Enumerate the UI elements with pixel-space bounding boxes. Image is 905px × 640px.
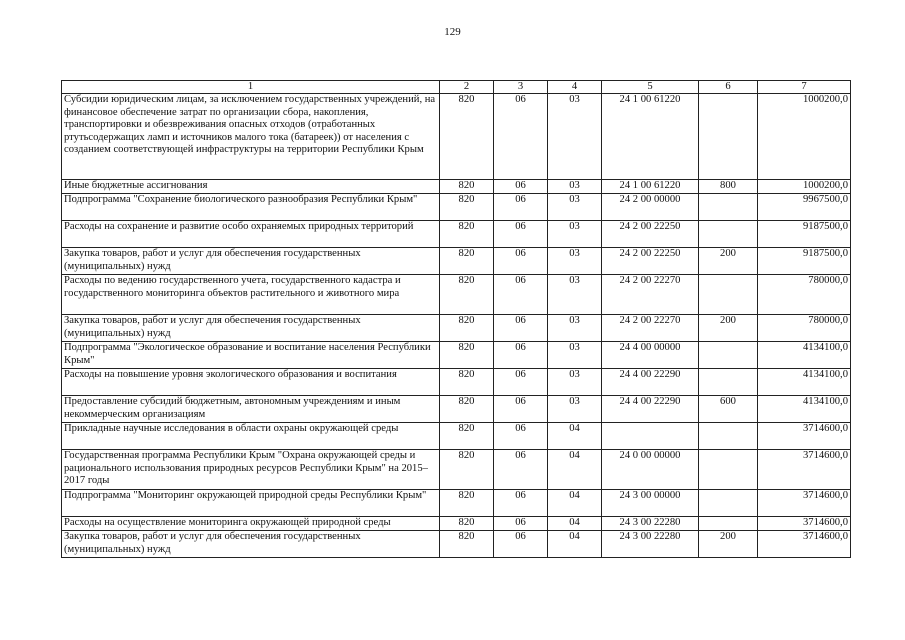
ministry-code-cell: 820 <box>440 315 494 342</box>
table-row <box>62 342 851 369</box>
ministry-code-cell: 820 <box>440 275 494 315</box>
amount-cell: 4134100,0 <box>758 342 851 369</box>
target-article-cell: 24 3 00 00000 <box>602 490 699 517</box>
column-header-5: 5 <box>602 81 699 94</box>
column-header-7: 7 <box>758 81 851 94</box>
section-code-cell: 06 <box>494 94 548 180</box>
subsection-code-cell: 04 <box>548 490 602 517</box>
expense-type-cell <box>699 94 758 180</box>
item-name-cell: Субсидии юридическим лицам, за исключением государственных учреждений, на финансовое обеспечение затрат по организации сбора, накопления, транспортировки и обезвреживания опасных отходов (отработанных ртутьсодержащих ламп и источников малого тока (батареек)) от населения с созданием соответствующей инфраструктуры на территории Республики Крым <box>62 94 440 180</box>
subsection-code-cell: 03 <box>548 396 602 423</box>
target-article-cell: 24 2 00 00000 <box>602 194 699 221</box>
section-code-cell: 06 <box>494 517 548 531</box>
table-row <box>62 423 851 450</box>
table-body <box>62 94 851 558</box>
amount-cell: 3714600,0 <box>758 423 851 450</box>
amount-cell: 9967500,0 <box>758 194 851 221</box>
item-name-cell: Подпрограмма "Мониторинг окружающей природной среды Республики Крым" <box>62 490 440 517</box>
table-row <box>62 221 851 248</box>
subsection-code-cell: 04 <box>548 517 602 531</box>
table-row <box>62 248 851 275</box>
section-code-cell: 06 <box>494 490 548 517</box>
budget-table <box>61 80 851 558</box>
expense-type-cell <box>699 194 758 221</box>
target-article-cell: 24 2 00 22250 <box>602 248 699 275</box>
table-row <box>62 369 851 396</box>
expense-type-cell <box>699 423 758 450</box>
column-header-3: 3 <box>494 81 548 94</box>
table-row <box>62 194 851 221</box>
ministry-code-cell: 820 <box>440 369 494 396</box>
subsection-code-cell: 03 <box>548 180 602 194</box>
table-header <box>62 81 851 94</box>
target-article-cell: 24 2 00 22270 <box>602 315 699 342</box>
subsection-code-cell: 03 <box>548 275 602 315</box>
amount-cell: 9187500,0 <box>758 248 851 275</box>
expense-type-cell: 800 <box>699 180 758 194</box>
section-code-cell: 06 <box>494 531 548 558</box>
ministry-code-cell: 820 <box>440 248 494 275</box>
item-name-cell: Предоставление субсидий бюджетным, автономным учреждениям и иным некоммерческим организациям <box>62 396 440 423</box>
ministry-code-cell: 820 <box>440 342 494 369</box>
amount-cell: 3714600,0 <box>758 531 851 558</box>
column-header-4: 4 <box>548 81 602 94</box>
expense-type-cell <box>699 490 758 517</box>
target-article-cell: 24 4 00 00000 <box>602 342 699 369</box>
table-row <box>62 275 851 315</box>
table-row <box>62 450 851 490</box>
item-name-cell: Закупка товаров, работ и услуг для обеспечения государственных (муниципальных) нужд <box>62 531 440 558</box>
amount-cell: 3714600,0 <box>758 450 851 490</box>
ministry-code-cell: 820 <box>440 194 494 221</box>
table-row <box>62 315 851 342</box>
subsection-code-cell: 03 <box>548 221 602 248</box>
page-number: 129 <box>444 26 461 38</box>
expense-type-cell: 600 <box>699 396 758 423</box>
item-name-cell: Подпрограмма "Сохранение биологического разнообразия Республики Крым" <box>62 194 440 221</box>
item-name-cell: Закупка товаров, работ и услуг для обеспечения государственных (муниципальных) нужд <box>62 248 440 275</box>
table-row <box>62 517 851 531</box>
table-row <box>62 180 851 194</box>
expense-type-cell <box>699 369 758 396</box>
target-article-cell: 24 4 00 22290 <box>602 369 699 396</box>
ministry-code-cell: 820 <box>440 423 494 450</box>
ministry-code-cell: 820 <box>440 94 494 180</box>
target-article-cell: 24 4 00 22290 <box>602 396 699 423</box>
header-row <box>62 81 851 94</box>
section-code-cell: 06 <box>494 194 548 221</box>
column-header-1: 1 <box>62 81 440 94</box>
amount-cell: 4134100,0 <box>758 396 851 423</box>
section-code-cell: 06 <box>494 221 548 248</box>
amount-cell: 780000,0 <box>758 315 851 342</box>
target-article-cell: 24 1 00 61220 <box>602 94 699 180</box>
subsection-code-cell: 04 <box>548 423 602 450</box>
item-name-cell: Закупка товаров, работ и услуг для обеспечения государственных (муниципальных) нужд <box>62 315 440 342</box>
expense-type-cell <box>699 342 758 369</box>
section-code-cell: 06 <box>494 315 548 342</box>
target-article-cell: 24 2 00 22250 <box>602 221 699 248</box>
ministry-code-cell: 820 <box>440 450 494 490</box>
target-article-cell: 24 3 00 22280 <box>602 517 699 531</box>
section-code-cell: 06 <box>494 342 548 369</box>
subsection-code-cell: 03 <box>548 369 602 396</box>
expense-type-cell <box>699 450 758 490</box>
ministry-code-cell: 820 <box>440 396 494 423</box>
item-name-cell: Прикладные научные исследования в области охраны окружающей среды <box>62 423 440 450</box>
amount-cell: 780000,0 <box>758 275 851 315</box>
expense-type-cell: 200 <box>699 531 758 558</box>
column-header-2: 2 <box>440 81 494 94</box>
section-code-cell: 06 <box>494 248 548 275</box>
table-row <box>62 396 851 423</box>
subsection-code-cell: 04 <box>548 531 602 558</box>
subsection-code-cell: 03 <box>548 194 602 221</box>
subsection-code-cell: 03 <box>548 315 602 342</box>
amount-cell: 9187500,0 <box>758 221 851 248</box>
table-row <box>62 531 851 558</box>
ministry-code-cell: 820 <box>440 531 494 558</box>
item-name-cell: Иные бюджетные ассигнования <box>62 180 440 194</box>
subsection-code-cell: 04 <box>548 450 602 490</box>
item-name-cell: Расходы на повышение уровня экологического образования и воспитания <box>62 369 440 396</box>
amount-cell: 3714600,0 <box>758 490 851 517</box>
target-article-cell: 24 0 00 00000 <box>602 450 699 490</box>
ministry-code-cell: 820 <box>440 221 494 248</box>
ministry-code-cell: 820 <box>440 517 494 531</box>
subsection-code-cell: 03 <box>548 342 602 369</box>
amount-cell: 4134100,0 <box>758 369 851 396</box>
target-article-cell: 24 1 00 61220 <box>602 180 699 194</box>
target-article-cell: 24 3 00 22280 <box>602 531 699 558</box>
ministry-code-cell: 820 <box>440 180 494 194</box>
expense-type-cell <box>699 275 758 315</box>
target-article-cell: 24 2 00 22270 <box>602 275 699 315</box>
expense-type-cell <box>699 517 758 531</box>
column-header-6: 6 <box>699 81 758 94</box>
section-code-cell: 06 <box>494 275 548 315</box>
target-article-cell <box>602 423 699 450</box>
item-name-cell: Государственная программа Республики Крым "Охрана окружающей среды и рационального использования природных ресурсов Республики Крым" на 2015–2017 годы <box>62 450 440 490</box>
subsection-code-cell: 03 <box>548 94 602 180</box>
subsection-code-cell: 03 <box>548 248 602 275</box>
amount-cell: 1000200,0 <box>758 94 851 180</box>
section-code-cell: 06 <box>494 180 548 194</box>
section-code-cell: 06 <box>494 450 548 490</box>
table-row <box>62 490 851 517</box>
expense-type-cell: 200 <box>699 315 758 342</box>
item-name-cell: Расходы на осуществление мониторинга окружающей природной среды <box>62 517 440 531</box>
expense-type-cell <box>699 221 758 248</box>
expense-type-cell: 200 <box>699 248 758 275</box>
item-name-cell: Подпрограмма "Экологическое образование и воспитание населения Республики Крым" <box>62 342 440 369</box>
item-name-cell: Расходы по ведению государственного учета, государственного кадастра и государственного мониторинга объектов растительного и животного мира <box>62 275 440 315</box>
table-row <box>62 94 851 180</box>
amount-cell: 1000200,0 <box>758 180 851 194</box>
section-code-cell: 06 <box>494 396 548 423</box>
ministry-code-cell: 820 <box>440 490 494 517</box>
amount-cell: 3714600,0 <box>758 517 851 531</box>
section-code-cell: 06 <box>494 423 548 450</box>
section-code-cell: 06 <box>494 369 548 396</box>
item-name-cell: Расходы на сохранение и развитие особо охраняемых природных территорий <box>62 221 440 248</box>
